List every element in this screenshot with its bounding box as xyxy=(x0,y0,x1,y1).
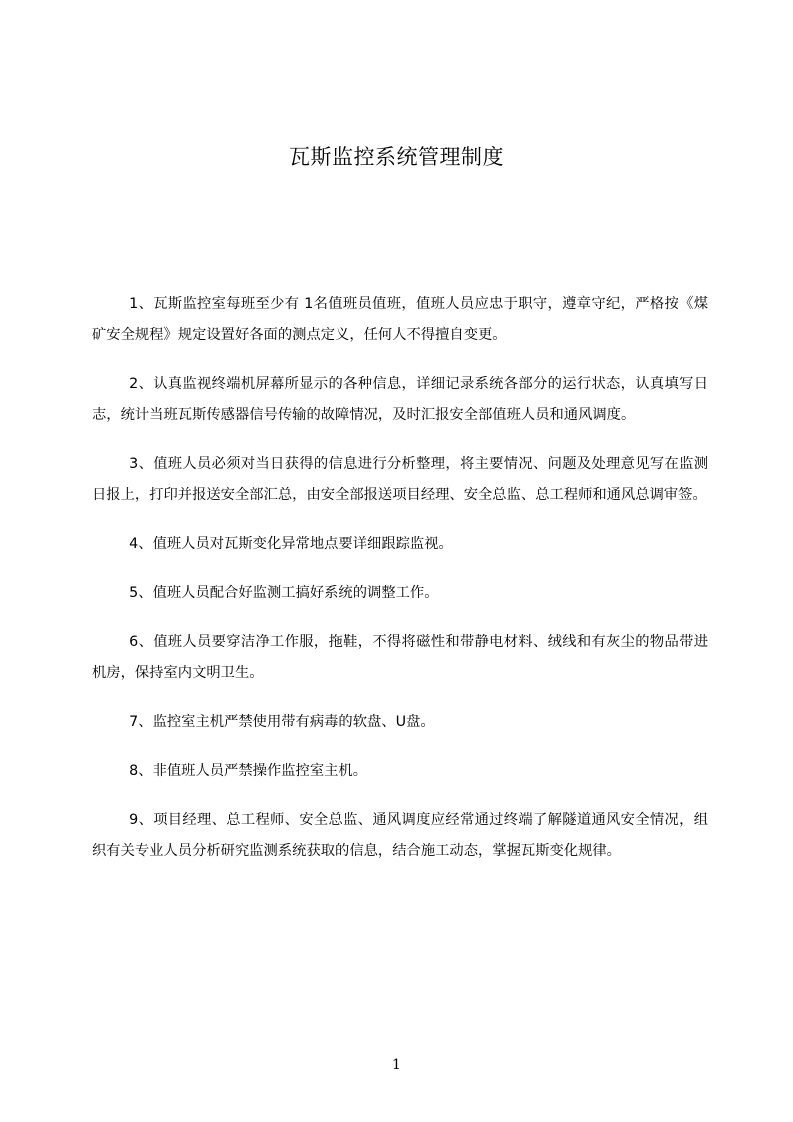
paragraph-8: 8、非值班人员严禁操作监控室主机。 xyxy=(129,763,368,779)
page-number: 1 xyxy=(392,1057,401,1073)
paragraph-2: 2、认真监视终端机屏幕所显示的各种信息，详细记录系统各部分的运行状态，认真填写日志，统计当班瓦斯传感器信号传输的故障情况，及时汇报安全部值班人员和通风调度。 xyxy=(92,376,708,423)
document-body xyxy=(92,289,708,885)
document-title: 瓦斯监控系统管理制度 xyxy=(289,145,504,169)
paragraph-9: 9、项目经理、总工程师、安全总监、通风调度应经常通过终端了解隧道通风安全情况，组织有关专业人员分析研究监测系统获取的信息，结合施工动态，掌握瓦斯变化规律。 xyxy=(92,812,708,859)
paragraph-4: 4、值班人员对瓦斯变化异常地点要详细跟踪监视。 xyxy=(129,536,453,552)
paragraph-5: 5、值班人员配合好监测工搞好系统的调整工作。 xyxy=(129,585,439,601)
paragraph-1: 1、瓦斯监控室每班至少有 1名值班员值班，值班人员应忠于职守，遵章守纪，严格按《煤矿安全规程》规定设置好各面的测点定义，任何人不得擅自变更。 xyxy=(92,296,708,343)
paragraph-6: 6、值班人员要穿洁净工作服，拖鞋，不得将磁性和带静电材料、绒线和有灰尘的物品带进机房，保持室内文明卫生。 xyxy=(92,634,708,681)
paragraph-3: 3、值班人员必须对当日获得的信息进行分析整理，将主要情况、问题及处理意见写在监测日报上，打印并报送安全部汇总，由安全部报送项目经理、安全总监、总工程师和通风总调审签。 xyxy=(92,456,708,503)
paragraph-7: 7、监控室主机严禁使用带有病毒的软盘、U盘。 xyxy=(129,714,435,730)
